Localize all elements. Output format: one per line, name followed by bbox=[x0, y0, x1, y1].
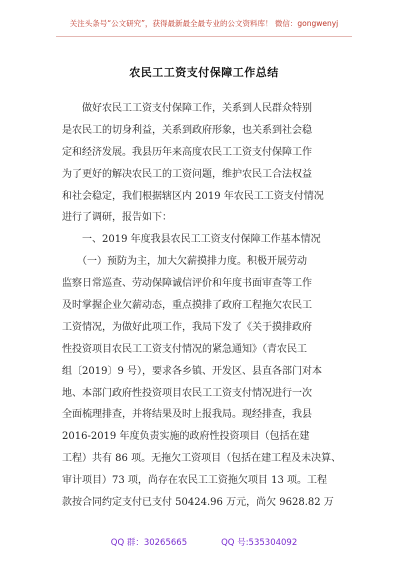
body-line: 组〔2019〕9 号），要求各乡镇、开发区、县直各部门对本 bbox=[62, 365, 322, 377]
qq-number-link[interactable]: QQ 号:535304092 bbox=[221, 538, 298, 548]
body-line: 地、本部门政府性投资项目农民工工资支付情况进行一次 bbox=[62, 387, 312, 399]
body-line: 及时掌握企业欠薪动态，重点摸排了政府工程拖欠农民工 bbox=[62, 300, 312, 312]
body-line: 工资情况，为做好此项工作，我局下发了《关于摸排政府 bbox=[62, 321, 312, 333]
header-divider bbox=[56, 36, 352, 37]
document-title: 农民工工资支付保障工作总结 bbox=[129, 66, 279, 79]
body-line: 性投资项目农民工工资支付情况的紧急通知》（青农民工 bbox=[62, 343, 307, 355]
body-line: 监察日常巡查、劳动保障诚信评价和年度书面审查等工作 bbox=[62, 278, 312, 290]
body-line: 款按合同约定支付已支付 50424.96 万元，尚欠 9628.82 万 bbox=[62, 497, 334, 509]
body-line: 做好农民工工资支付保障工作，关系到人民群众特别 bbox=[62, 103, 312, 114]
body-line: 工程）共有 86 项。无拖欠工资项目（包括在建工程及未决算、 bbox=[62, 453, 342, 465]
body-line: （一）预防为主，加大欠薪摸排力度。积极开展劳动 bbox=[62, 256, 307, 268]
body-line: 定和经济发展。我县历年来高度农民工工资支付保障工作 bbox=[62, 146, 312, 158]
body-line: 为了更好的解决农民工的工资问题，维护农民工合法权益 bbox=[62, 168, 312, 180]
document-body bbox=[62, 98, 350, 514]
qq-group-link[interactable]: QQ 群：30265665 bbox=[110, 538, 188, 548]
header-banner: 关注头条号“公文研究”，获得最新最全最专业的公文资料库！ 微信：gongwenyj bbox=[69, 19, 339, 28]
body-line: 审计项目）73 项，尚存在农民工工资拖欠项目 13 项。工程 bbox=[62, 475, 327, 487]
section-heading: 一、2019 年度我县农民工工资支付保障工作基本情况 bbox=[62, 234, 321, 246]
body-line: 和社会稳定，我们根据辖区内 2019 年农民工工资支付情况 bbox=[62, 190, 324, 202]
body-line: 2016-2019 年度负责实施的政府性投资项目（包括在建 bbox=[62, 431, 310, 443]
body-line: 进行了调研，报告如下： bbox=[62, 212, 172, 224]
body-line: 是农民工的切身利益，关系到政府形象，也关系到社会稳 bbox=[62, 124, 312, 136]
body-line: 全面梳理排查，并将结果及时上报我局。现经排查，我县 bbox=[62, 409, 312, 421]
footer-contact bbox=[0, 536, 408, 548]
